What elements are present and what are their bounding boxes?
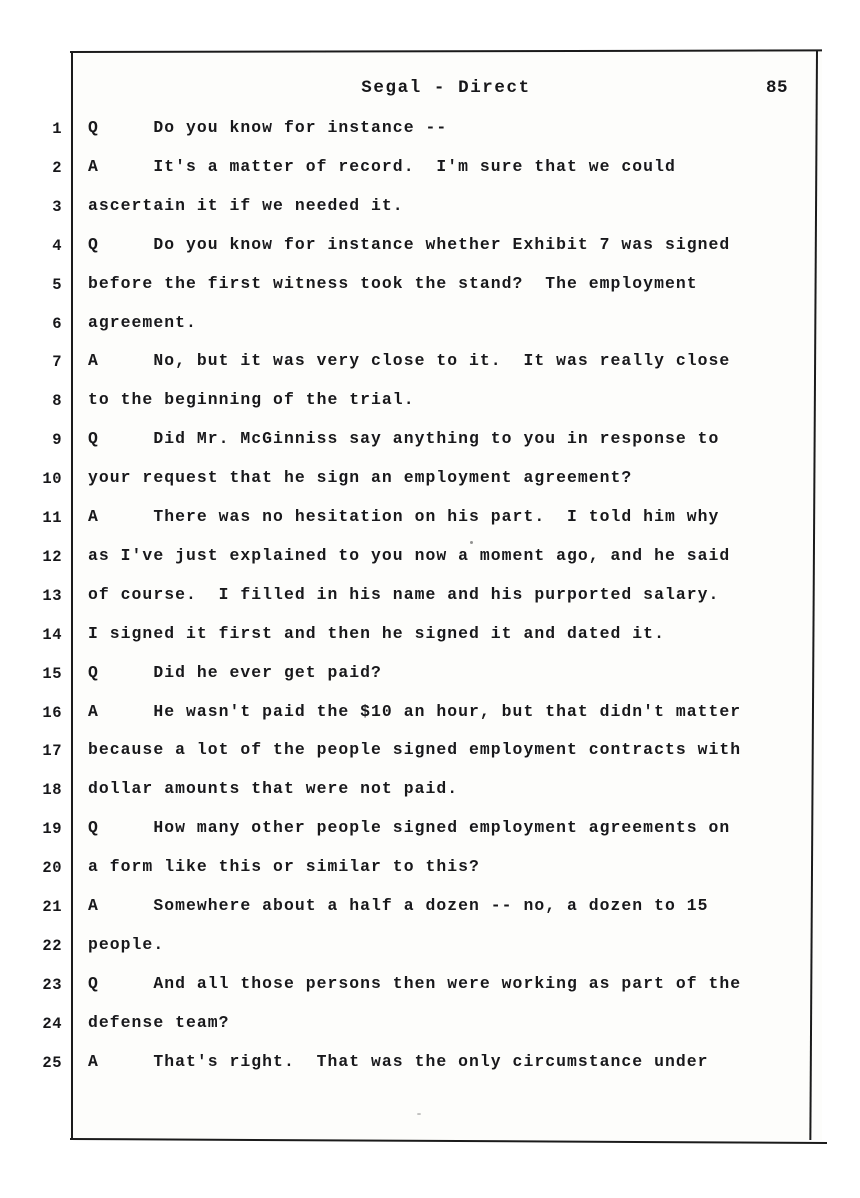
line-number: 2	[52, 158, 62, 177]
line-number: 21	[42, 898, 62, 916]
line-number: 10	[42, 470, 62, 489]
scan-artifact-speck-lower	[417, 1113, 421, 1115]
line-number: 14	[42, 625, 62, 644]
transcript-line-continuation: defense team?	[88, 1012, 230, 1032]
transcript-line-a: A There was no hesitation on his part. I told him why	[88, 507, 720, 526]
transcript-line-continuation: I signed it first and then he signed it and dated it.	[88, 623, 665, 643]
line-number: 5	[52, 275, 62, 294]
transcript-line-continuation: ascertain it if we needed it.	[88, 195, 404, 215]
transcript-line-a: A That's right. That was the only circumstance under	[88, 1051, 709, 1071]
transcript-line-continuation: as I've just explained to you now a moment ago, and he said	[88, 545, 731, 565]
line-number: 25	[42, 1053, 62, 1072]
page-number: 85	[765, 78, 788, 98]
line-number: 23	[42, 975, 62, 994]
transcript-line-q: Q And all those persons then were working as part of the	[88, 973, 742, 993]
transcript-line-continuation: of course. I filled in his name and his purported salary.	[88, 584, 720, 604]
line-number: 9	[52, 431, 62, 450]
line-number: 1	[52, 120, 62, 138]
line-number: 3	[52, 197, 62, 216]
line-number: 7	[52, 353, 62, 372]
line-number: 13	[42, 586, 62, 605]
transcript-line-continuation: because a lot of the people signed employment contracts with	[88, 740, 742, 760]
transcript-body	[88, 51, 828, 1140]
line-number: 12	[42, 547, 62, 566]
line-number: 16	[42, 703, 62, 722]
line-number: 18	[42, 781, 62, 800]
line-number: 4	[52, 236, 62, 255]
transcript-line-a: A He wasn't paid the $10 an hour, but that didn't matter	[88, 701, 742, 721]
transcript-line-a: A Somewhere about a half a dozen -- no, a dozen to 15	[88, 896, 709, 915]
line-number: 8	[52, 392, 62, 411]
transcript-line-continuation: agreement.	[88, 312, 197, 332]
line-number: 22	[42, 936, 62, 955]
transcript-line-q: Q Did he ever get paid?	[88, 662, 382, 682]
examination-caption: Segal - Direct	[361, 78, 531, 98]
transcript-line-q: Q How many other people signed employment agreements on	[88, 818, 731, 838]
line-number: 6	[52, 314, 62, 333]
transcript-line-continuation: a form like this or similar to this?	[88, 857, 480, 877]
transcript-line-q: Q Do you know for instance --	[88, 118, 448, 137]
transcript-line-a: A No, but it was very close to it. It was really close	[88, 351, 731, 371]
transcript-line-q: Q Do you know for instance whether Exhibit 7 was signed	[88, 234, 731, 254]
scan-artifact-speck	[470, 541, 473, 544]
transcript-line-continuation: to the beginning of the trial.	[88, 390, 415, 410]
line-number: 15	[42, 664, 62, 683]
line-number: 17	[42, 742, 62, 761]
line-number-gutter	[0, 51, 62, 1140]
line-number: 24	[42, 1014, 62, 1033]
transcript-line-continuation: dollar amounts that were not paid.	[88, 779, 459, 799]
line-number: 20	[42, 859, 62, 878]
frame-left-margin-rule	[71, 51, 73, 1140]
transcript-line-continuation: people.	[88, 934, 165, 954]
transcript-line-q: Q Did Mr. McGinniss say anything to you in response to	[88, 429, 720, 449]
line-number: 19	[42, 820, 62, 839]
transcript-line-continuation: your request that he sign an employment agreement?	[88, 468, 633, 488]
transcript-line-continuation: before the first witness took the stand? The employment	[88, 273, 698, 293]
line-number: 11	[42, 509, 62, 527]
transcript-line-a: A It's a matter of record. I'm sure that we could	[88, 156, 676, 176]
